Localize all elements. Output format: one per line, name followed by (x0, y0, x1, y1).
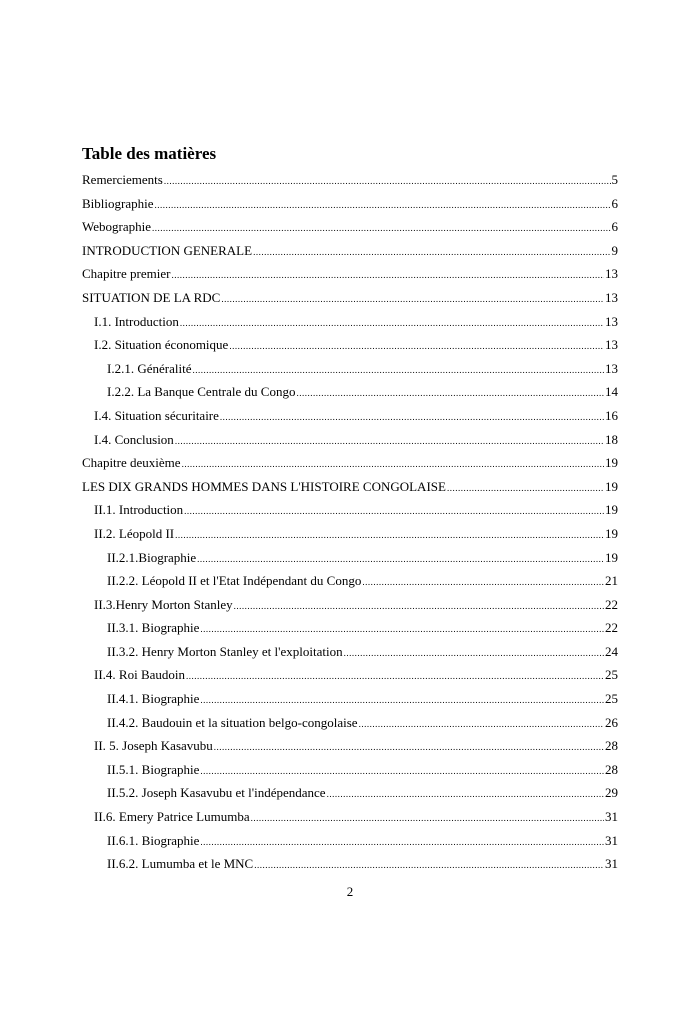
toc-dot-leader (296, 383, 604, 403)
toc-dot-leader (175, 431, 604, 451)
toc-title: Table des matières (82, 144, 217, 163)
toc-entry-label: II.5.1. Biographie (107, 761, 200, 777)
toc-entry-label: LES DIX GRANDS HOMMES DANS L'HISTOIRE CONGOLAISE (82, 478, 446, 494)
toc-entry-page: 25 (605, 667, 618, 683)
toc-entry-page: 19 (605, 549, 618, 565)
toc-entry[interactable] (82, 831, 618, 855)
toc-entry-page: 26 (605, 714, 618, 730)
toc-dot-leader (155, 195, 611, 215)
toc-dot-leader (251, 808, 604, 828)
toc-dot-leader (220, 407, 604, 427)
toc-entry-label: Chapitre deuxième (82, 455, 181, 471)
toc-entry-page: 31 (605, 832, 618, 848)
toc-entry[interactable] (82, 854, 618, 878)
toc-entry-label: Webographie (82, 219, 151, 235)
toc-dot-leader (253, 242, 610, 262)
toc-entry[interactable] (82, 406, 618, 430)
toc-dot-leader (327, 784, 604, 804)
toc-entry-label: II.3.2. Henry Morton Stanley et l'exploitation (107, 643, 343, 659)
toc-list (82, 170, 618, 878)
toc-entry[interactable] (82, 760, 618, 784)
toc-dot-leader (200, 761, 604, 781)
toc-entry-label: I.1. Introduction (94, 313, 179, 329)
toc-dot-leader (200, 690, 604, 710)
toc-dot-leader (197, 549, 604, 569)
toc-entry[interactable] (82, 500, 618, 524)
toc-entry-page: 21 (605, 573, 618, 589)
toc-entry-label: I.4. Situation sécuritaire (94, 407, 219, 423)
toc-dot-leader (200, 619, 604, 639)
toc-entry-label: II.3.Henry Morton Stanley (94, 596, 233, 612)
toc-entry-label: Bibliographie (82, 195, 154, 211)
toc-entry[interactable] (82, 477, 618, 501)
toc-entry[interactable] (82, 665, 618, 689)
toc-dot-leader (180, 313, 604, 333)
toc-entry-page: 19 (605, 525, 618, 541)
toc-entry-label: I.2. Situation économique (94, 337, 229, 353)
toc-entry[interactable] (82, 241, 618, 265)
toc-dot-leader (234, 596, 604, 616)
toc-entry-label: II.2.1.Biographie (107, 549, 197, 565)
toc-dot-leader (192, 360, 604, 380)
toc-dot-leader (344, 643, 604, 663)
toc-entry[interactable] (82, 571, 618, 595)
toc-entry-label: Remerciements (82, 172, 163, 187)
toc-dot-leader (152, 218, 611, 238)
toc-entry[interactable] (82, 736, 618, 760)
toc-entry-page: 25 (605, 691, 618, 707)
toc-entry-page: 6 (611, 219, 618, 235)
toc-entry[interactable] (82, 548, 618, 572)
toc-dot-leader (186, 666, 604, 686)
toc-dot-leader (184, 501, 604, 521)
toc-dot-leader (447, 478, 604, 498)
toc-entry-label: II. 5. Joseph Kasavubu (94, 738, 213, 754)
toc-dot-leader (359, 714, 604, 734)
toc-entry[interactable] (82, 807, 618, 831)
toc-entry-page: 31 (605, 856, 618, 872)
toc-dot-leader (200, 832, 604, 852)
toc-entry-page: 6 (611, 195, 618, 211)
toc-entry-label: II.2. Léopold II (94, 525, 175, 541)
toc-entry[interactable] (82, 453, 618, 477)
toc-entry[interactable] (82, 170, 618, 194)
toc-entry-label: II.6.1. Biographie (107, 832, 200, 848)
toc-dot-leader (171, 265, 604, 285)
toc-entry[interactable] (82, 642, 618, 666)
toc-entry-label: II.6.2. Lumumba et le MNC (107, 856, 254, 872)
toc-entry-page: 18 (605, 431, 618, 447)
toc-entry-page: 22 (605, 620, 618, 636)
toc-entry-page: 9 (611, 242, 618, 258)
toc-entry-page: 13 (605, 289, 618, 305)
page-number: 2 (346, 884, 354, 899)
toc-entry[interactable] (82, 618, 618, 642)
toc-entry-page: 28 (605, 738, 618, 754)
toc-entry-label: II.6. Emery Patrice Lumumba (94, 809, 250, 825)
toc-entry-label: II.1. Introduction (94, 502, 184, 518)
toc-entry-page: 28 (605, 761, 618, 777)
toc-entry-label: I.2.2. La Banque Centrale du Congo (107, 384, 296, 400)
toc-entry[interactable] (82, 288, 618, 312)
toc-dot-leader (221, 289, 604, 309)
toc-entry-page: 13 (605, 360, 618, 376)
toc-entry-label: II.4.1. Biographie (107, 691, 200, 707)
toc-entry[interactable] (82, 264, 618, 288)
toc-entry-label: I.4. Conclusion (94, 431, 174, 447)
toc-entry[interactable] (82, 595, 618, 619)
toc-dot-leader (362, 572, 604, 592)
toc-entry-label: II.4.2. Baudouin et la situation belgo-congolaise (107, 714, 358, 730)
toc-entry[interactable] (82, 335, 618, 359)
toc-entry-label: I.2.1. Généralité (107, 360, 192, 376)
toc-entry-page: 13 (605, 337, 618, 353)
toc-entry[interactable] (82, 217, 618, 241)
toc-entry[interactable] (82, 689, 618, 713)
toc-entry[interactable] (82, 783, 618, 807)
toc-entry-page: 19 (605, 455, 618, 471)
toc-dot-leader (175, 525, 604, 545)
toc-entry-page: 24 (605, 643, 618, 659)
toc-entry-page: 5 (611, 172, 618, 187)
toc-dot-leader (229, 336, 604, 356)
toc-entry-page: 14 (605, 384, 618, 400)
toc-dot-leader (214, 737, 604, 757)
toc-entry-label: Chapitre premier (82, 266, 171, 282)
toc-entry-page: 19 (605, 478, 618, 494)
toc-entry-page: 16 (605, 407, 618, 423)
toc-entry-page: 29 (605, 785, 618, 801)
toc-entry-page: 31 (605, 809, 618, 825)
toc-entry-page: 13 (605, 313, 618, 329)
toc-entry[interactable] (82, 524, 618, 548)
toc-entry[interactable] (82, 359, 618, 383)
toc-entry[interactable] (82, 713, 618, 737)
toc-entry[interactable] (82, 312, 618, 336)
toc-entry-label: INTRODUCTION GENERALE (82, 242, 253, 258)
toc-entry-label: II.4. Roi Baudoin (94, 667, 185, 683)
toc-entry[interactable] (82, 194, 618, 218)
toc-entry[interactable] (82, 382, 618, 406)
toc-entry-label: II.5.2. Joseph Kasavubu et l'indépendance (107, 785, 326, 801)
toc-dot-leader (164, 171, 611, 191)
toc-entry[interactable] (82, 430, 618, 454)
toc-entry-label: SITUATION DE LA RDC (82, 289, 221, 305)
toc-entry-label: II.3.1. Biographie (107, 620, 200, 636)
toc-dot-leader (182, 454, 604, 474)
toc-entry-label: II.2.2. Léopold II et l'Etat Indépendant du Congo (107, 573, 362, 589)
toc-entry-page: 22 (605, 596, 618, 612)
toc-dot-leader (254, 855, 604, 875)
toc-entry-page: 13 (605, 266, 618, 282)
toc-entry-page: 19 (605, 502, 618, 518)
